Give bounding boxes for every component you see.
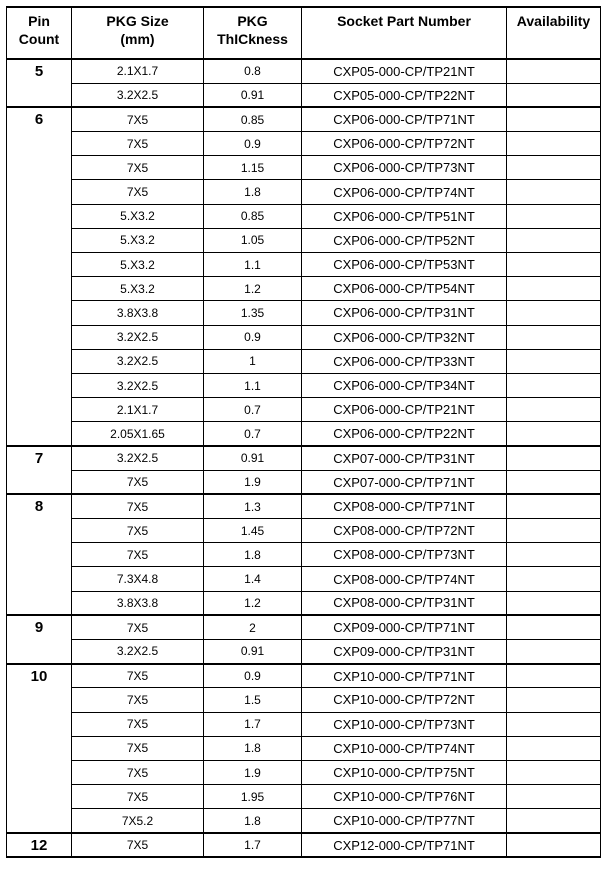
- pkg-thickness-cell: 0.9: [204, 132, 302, 156]
- table-row: [7, 785, 601, 809]
- availability-cell: [507, 591, 601, 615]
- pkg-thickness-cell: 0.91: [204, 446, 302, 470]
- socket-part-number-cell: CXP06-000-CP/TP51NT: [302, 204, 507, 228]
- pkg-size-cell: 7X5: [72, 132, 204, 156]
- pkg-thickness-cell: 1.1: [204, 373, 302, 397]
- table-row: [7, 664, 601, 688]
- availability-cell: [507, 59, 601, 83]
- availability-cell: [507, 156, 601, 180]
- pkg-thickness-cell: 1.3: [204, 494, 302, 518]
- socket-part-number-cell: CXP06-000-CP/TP54NT: [302, 277, 507, 301]
- socket-part-number-cell: CXP06-000-CP/TP22NT: [302, 422, 507, 446]
- table-row: [7, 228, 601, 252]
- pin-count-cell: 10: [7, 664, 72, 833]
- socket-part-number-cell: CXP06-000-CP/TP33NT: [302, 349, 507, 373]
- table-row: [7, 373, 601, 397]
- pkg-thickness-cell: 1.9: [204, 470, 302, 494]
- socket-part-number-cell: CXP06-000-CP/TP74NT: [302, 180, 507, 204]
- pin-count-cell: 6: [7, 107, 72, 446]
- socket-part-number-cell: CXP09-000-CP/TP71NT: [302, 615, 507, 639]
- pkg-size-cell: 7X5: [72, 543, 204, 567]
- table-row: [7, 422, 601, 446]
- pkg-size-cell: 7X5: [72, 688, 204, 712]
- table-row: [7, 494, 601, 518]
- availability-cell: [507, 277, 601, 301]
- pkg-size-cell: 7X5: [72, 470, 204, 494]
- pkg-size-cell: 3.8X3.8: [72, 591, 204, 615]
- pkg-size-cell: 5.X3.2: [72, 204, 204, 228]
- availability-cell: [507, 349, 601, 373]
- table-row: [7, 156, 601, 180]
- table-row: [7, 470, 601, 494]
- table-row: [7, 712, 601, 736]
- socket-parts-table: [6, 6, 601, 858]
- availability-cell: [507, 519, 601, 543]
- socket-part-number-cell: CXP12-000-CP/TP71NT: [302, 833, 507, 857]
- socket-part-number-cell: CXP06-000-CP/TP31NT: [302, 301, 507, 325]
- header-availability: Availability: [507, 7, 601, 59]
- pkg-thickness-cell: 0.91: [204, 640, 302, 664]
- availability-cell: [507, 204, 601, 228]
- table-row: [7, 180, 601, 204]
- availability-cell: [507, 83, 601, 107]
- availability-cell: [507, 712, 601, 736]
- availability-cell: [507, 543, 601, 567]
- table-row: [7, 204, 601, 228]
- availability-cell: [507, 107, 601, 131]
- socket-part-number-cell: CXP06-000-CP/TP73NT: [302, 156, 507, 180]
- availability-cell: [507, 567, 601, 591]
- table-row: [7, 736, 601, 760]
- pkg-size-cell: 2.1X1.7: [72, 398, 204, 422]
- availability-cell: [507, 494, 601, 518]
- pkg-thickness-cell: 0.8: [204, 59, 302, 83]
- table-row: [7, 301, 601, 325]
- table-row: [7, 760, 601, 784]
- socket-part-number-cell: CXP06-000-CP/TP32NT: [302, 325, 507, 349]
- pkg-thickness-cell: 2: [204, 615, 302, 639]
- availability-cell: [507, 301, 601, 325]
- availability-cell: [507, 809, 601, 833]
- pkg-thickness-cell: 1.15: [204, 156, 302, 180]
- table-row: [7, 107, 601, 131]
- pkg-thickness-cell: 1.7: [204, 712, 302, 736]
- socket-part-number-cell: CXP05-000-CP/TP22NT: [302, 83, 507, 107]
- table-row: [7, 519, 601, 543]
- pkg-thickness-cell: 1.1: [204, 253, 302, 277]
- table-row: [7, 132, 601, 156]
- pkg-thickness-cell: 1: [204, 349, 302, 373]
- pkg-thickness-cell: 1.7: [204, 833, 302, 857]
- pin-count-cell: 9: [7, 615, 72, 663]
- pkg-thickness-cell: 1.2: [204, 591, 302, 615]
- socket-part-number-cell: CXP08-000-CP/TP71NT: [302, 494, 507, 518]
- availability-cell: [507, 760, 601, 784]
- table-row: [7, 833, 601, 857]
- availability-cell: [507, 664, 601, 688]
- table-row: [7, 325, 601, 349]
- socket-part-number-cell: CXP08-000-CP/TP31NT: [302, 591, 507, 615]
- availability-cell: [507, 785, 601, 809]
- table-row: [7, 277, 601, 301]
- pkg-thickness-cell: 0.7: [204, 398, 302, 422]
- pkg-thickness-cell: 1.8: [204, 809, 302, 833]
- pkg-size-cell: 7X5: [72, 712, 204, 736]
- pkg-size-cell: 2.05X1.65: [72, 422, 204, 446]
- socket-part-number-cell: CXP06-000-CP/TP72NT: [302, 132, 507, 156]
- pkg-size-cell: 7X5: [72, 494, 204, 518]
- pkg-size-cell: 5.X3.2: [72, 277, 204, 301]
- pkg-thickness-cell: 1.35: [204, 301, 302, 325]
- socket-part-number-cell: CXP07-000-CP/TP31NT: [302, 446, 507, 470]
- availability-cell: [507, 253, 601, 277]
- availability-cell: [507, 325, 601, 349]
- socket-part-number-cell: CXP06-000-CP/TP34NT: [302, 373, 507, 397]
- socket-part-number-cell: CXP10-000-CP/TP73NT: [302, 712, 507, 736]
- pkg-size-cell: 7X5: [72, 736, 204, 760]
- socket-part-number-cell: CXP10-000-CP/TP77NT: [302, 809, 507, 833]
- table-row: [7, 615, 601, 639]
- pkg-thickness-cell: 1.9: [204, 760, 302, 784]
- pin-count-cell: 7: [7, 446, 72, 494]
- socket-part-number-cell: CXP08-000-CP/TP72NT: [302, 519, 507, 543]
- availability-cell: [507, 833, 601, 857]
- pkg-thickness-cell: 0.85: [204, 204, 302, 228]
- availability-cell: [507, 422, 601, 446]
- socket-part-number-cell: CXP05-000-CP/TP21NT: [302, 59, 507, 83]
- pkg-thickness-cell: 0.7: [204, 422, 302, 446]
- table-row: [7, 253, 601, 277]
- table-row: [7, 591, 601, 615]
- table-row: [7, 349, 601, 373]
- header-pkg-size: PKG Size (mm): [72, 7, 204, 59]
- availability-cell: [507, 688, 601, 712]
- socket-part-number-cell: CXP06-000-CP/TP21NT: [302, 398, 507, 422]
- table-row: [7, 567, 601, 591]
- socket-part-number-cell: CXP06-000-CP/TP52NT: [302, 228, 507, 252]
- pkg-thickness-cell: 1.8: [204, 543, 302, 567]
- pkg-size-cell: 7X5: [72, 664, 204, 688]
- table-row: [7, 446, 601, 470]
- socket-part-number-cell: CXP08-000-CP/TP74NT: [302, 567, 507, 591]
- pkg-size-cell: 7X5: [72, 833, 204, 857]
- socket-part-number-cell: CXP10-000-CP/TP72NT: [302, 688, 507, 712]
- pkg-size-cell: 2.1X1.7: [72, 59, 204, 83]
- table-row: [7, 59, 601, 83]
- socket-part-number-cell: CXP10-000-CP/TP71NT: [302, 664, 507, 688]
- pkg-thickness-cell: 1.45: [204, 519, 302, 543]
- pkg-size-cell: 7X5: [72, 180, 204, 204]
- pkg-size-cell: 3.2X2.5: [72, 83, 204, 107]
- table-row: [7, 83, 601, 107]
- pkg-size-cell: 3.2X2.5: [72, 325, 204, 349]
- socket-part-number-cell: CXP09-000-CP/TP31NT: [302, 640, 507, 664]
- pkg-size-cell: 7X5: [72, 107, 204, 131]
- header-pkg-thickness: PKG ThICkness: [204, 7, 302, 59]
- pkg-size-cell: 3.2X2.5: [72, 349, 204, 373]
- socket-part-number-cell: CXP06-000-CP/TP53NT: [302, 253, 507, 277]
- socket-part-number-cell: CXP06-000-CP/TP71NT: [302, 107, 507, 131]
- pkg-thickness-cell: 1.8: [204, 736, 302, 760]
- pkg-size-cell: 3.2X2.5: [72, 373, 204, 397]
- pkg-size-cell: 7X5: [72, 156, 204, 180]
- table-row: [7, 398, 601, 422]
- header-socket-part-number: Socket Part Number: [302, 7, 507, 59]
- pkg-size-cell: 3.2X2.5: [72, 446, 204, 470]
- availability-cell: [507, 132, 601, 156]
- pkg-size-cell: 7X5: [72, 760, 204, 784]
- socket-part-number-cell: CXP07-000-CP/TP71NT: [302, 470, 507, 494]
- pin-count-cell: 8: [7, 494, 72, 615]
- pkg-size-cell: 7.3X4.8: [72, 567, 204, 591]
- pkg-size-cell: 3.2X2.5: [72, 640, 204, 664]
- pkg-thickness-cell: 1.95: [204, 785, 302, 809]
- socket-part-number-cell: CXP10-000-CP/TP74NT: [302, 736, 507, 760]
- pkg-size-cell: 7X5: [72, 785, 204, 809]
- pkg-size-cell: 5.X3.2: [72, 228, 204, 252]
- pkg-size-cell: 3.8X3.8: [72, 301, 204, 325]
- pkg-size-cell: 7X5: [72, 519, 204, 543]
- table-body: [7, 59, 601, 857]
- pin-count-cell: 5: [7, 59, 72, 107]
- availability-cell: [507, 398, 601, 422]
- pkg-size-cell: 7X5: [72, 615, 204, 639]
- pkg-thickness-cell: 0.85: [204, 107, 302, 131]
- pin-count-cell: 12: [7, 833, 72, 857]
- availability-cell: [507, 640, 601, 664]
- pkg-thickness-cell: 0.9: [204, 325, 302, 349]
- table-row: [7, 688, 601, 712]
- pkg-thickness-cell: 1.2: [204, 277, 302, 301]
- table-row: [7, 809, 601, 833]
- socket-part-number-cell: CXP08-000-CP/TP73NT: [302, 543, 507, 567]
- availability-cell: [507, 736, 601, 760]
- table-row: [7, 543, 601, 567]
- pkg-thickness-cell: 1.5: [204, 688, 302, 712]
- availability-cell: [507, 470, 601, 494]
- pkg-thickness-cell: 0.91: [204, 83, 302, 107]
- pkg-size-cell: 5.X3.2: [72, 253, 204, 277]
- availability-cell: [507, 615, 601, 639]
- header-pin-count: Pin Count: [7, 7, 72, 59]
- pkg-thickness-cell: 1.8: [204, 180, 302, 204]
- pkg-size-cell: 7X5.2: [72, 809, 204, 833]
- pkg-thickness-cell: 0.9: [204, 664, 302, 688]
- table-row: [7, 640, 601, 664]
- socket-part-number-cell: CXP10-000-CP/TP75NT: [302, 760, 507, 784]
- pkg-thickness-cell: 1.05: [204, 228, 302, 252]
- table-header: [7, 7, 601, 59]
- socket-part-number-cell: CXP10-000-CP/TP76NT: [302, 785, 507, 809]
- availability-cell: [507, 446, 601, 470]
- pkg-thickness-cell: 1.4: [204, 567, 302, 591]
- availability-cell: [507, 228, 601, 252]
- availability-cell: [507, 180, 601, 204]
- availability-cell: [507, 373, 601, 397]
